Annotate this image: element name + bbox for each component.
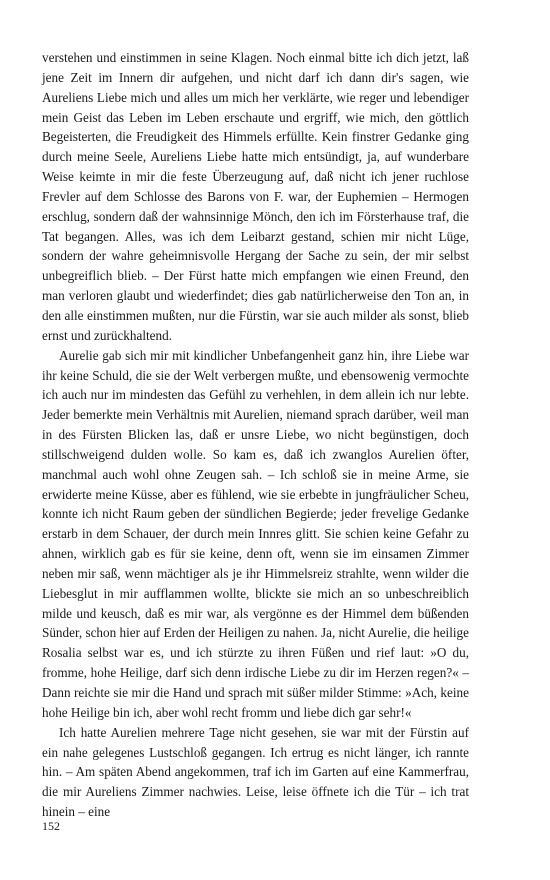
paragraph-3: Ich hatte Aurelien mehrere Tage nicht gesehen, sie war mit der Fürstin auf ein nahe gelegenes Lustschloß gegangen. Ich ertrug es nicht länger, ich rannte hin. – Am späten Abend angekommen, traf ich im Garten auf eine Kammerfrau, die mir Aureliens Zimmer nachwies. Leise, leise öffnete ich die Tür – ich trat hinein – eine (42, 724, 469, 820)
page-number: 152 (42, 819, 60, 833)
paragraph-1: verstehen und einstimmen in seine Klagen. Noch einmal bitte ich dich jetzt, laß jene Zeit im Innern dir aufgehen, und nicht darf ich dann dir's sagen, wie Aureliens Liebe mich und alles um mich her verklärte, wie reger und lebendiger mein Geist das Leben im Leben erschaute und ergriff, wie mich, den göttlich Begeisterten, die Freudigkeit des Himmels erfüllte. Kein finstrer Gedanke ging durch meine Seele, Aureliens Liebe hatte mich entsündigt, ja, auf wunderbare Weise keimte in mir die feste Überzeugung auf, daß nicht ich jener ruchlose Frevler auf dem Schlosse des Barons von F. war, der Euphemien – Hermogen erschlug, sondern daß der wahnsinnige Mönch, den ich im Försterhause traf, die Tat begangen. Alles, was ich dem Leibarzt gestand, schien mir nicht Lüge, sondern der wahre geheimnisvolle Hergang der Sache zu sein, der mir selbst unbegreiflich blieb. – Der Fürst hatte mich empfangen wie einen Freund, den man verloren glaubt und wiederfindet; dies gab natürlicherweise den Ton an, in den alle einstimmen mußten, nur die Fürstin, war sie auch milder als sonst, blieb ernst und zurückhaltend. (42, 50, 469, 343)
book-page (42, 48, 469, 822)
paragraph-2: Aurelie gab sich mir mit kindlicher Unbefangenheit ganz hin, ihre Liebe war ihr keine Schuld, die sie der Welt verbergen mußte, und ebensowenig vermochte ich auch nur im mindesten das Gefühl zu verhehlen, in dem allein ich nur lebte. Jeder bemerkte mein Verhältnis mit Aurelien, niemand sprach darüber, weil man in des Fürsten Blicken las, daß er unsre Liebe, wo nicht begünstigen, doch stillschweigend dulden wolle. So kam es, daß ich zwanglos Aurelien öfter, manchmal auch wohl ohne Zeugen sah. – Ich schloß sie in meine Arme, sie erwiderte meine Küsse, aber es fühlend, wie sie erbebte in jungfräulicher Scheu, konnte ich nicht Raum geben der sündlichen Begierde; jeder frevelige Gedanke erstarb in dem Schauer, der durch mein Innres glitt. Sie schien keine Gefahr zu ahnen, wirklich gab es für sie keine, denn oft, wenn sie im einsamen Zimmer neben mir saß, wenn mächtiger als je ihr Himmelsreiz strahlte, wenn wilder die Liebesglut in mir aufflammen wollte, blickte sie mich an so unbeschreiblich milde und keusch, daß es mir war, als vergönne es der Himmel dem büßenden Sünder, schon hier auf Erden der Heiligen zu nahen. Ja, nicht Aurelie, die heilige Rosalia selbst war es, und ich stürzte zu ihren Füßen und rief laut: »O du, fromme, hohe Heilige, darf sich denn irdische Liebe zu dir im Herzen regen?« – Dann reichte sie mir die Hand und sprach mit süßer milder Stimme: »Ach, keine hohe Heilige bin ich, aber wohl recht fromm und liebe dich gar sehr!« (42, 347, 469, 720)
